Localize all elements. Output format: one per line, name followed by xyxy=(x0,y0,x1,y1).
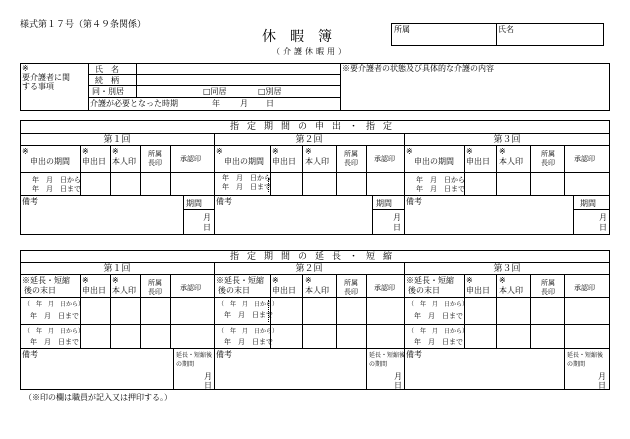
ext2-a-to[interactable]: 年 月 日まで xyxy=(224,311,273,319)
app1-to[interactable]: 年 月 日まで xyxy=(32,185,81,193)
page-subtitle: （介護休暇用） xyxy=(272,47,349,56)
relation-label: 続 柄 xyxy=(95,76,119,85)
ext2-remarks: 備考 xyxy=(216,350,232,359)
ext3-col-dept-1: 所属 xyxy=(541,279,555,287)
ext1-day: 日 xyxy=(204,381,212,390)
care-section-label-1: 要介護者に関 xyxy=(22,73,70,82)
ext2-after-2: の期間 xyxy=(369,361,388,368)
cohabit-checkbox[interactable]: □同居 xyxy=(203,87,227,96)
app-round-2: 第２回 xyxy=(295,135,323,145)
ext3-mark-2: ※ xyxy=(499,276,506,285)
ext3-a-to[interactable]: 年 月 日まで xyxy=(414,312,463,320)
app3-to[interactable]: 年 月 日まで xyxy=(416,185,465,193)
ext2-col-ext-1: ※延長・短縮 xyxy=(216,276,264,285)
ext3-day: 日 xyxy=(598,381,606,390)
name-label: 氏名 xyxy=(498,25,514,34)
ext1-b-from[interactable]: （ 年 月 日から） xyxy=(24,328,85,335)
app-round-1: 第１回 xyxy=(103,135,131,145)
ext1-a-from[interactable]: （ 年 月 日から） xyxy=(24,301,85,308)
ext1-col-ext-1: ※延長・短縮 xyxy=(22,276,70,285)
care-start-label: 介護が必要となった時期 xyxy=(90,99,178,108)
ext2-day: 日 xyxy=(394,381,402,390)
recipient-name-field[interactable] xyxy=(138,65,338,74)
ext2-col-ext-2: 後の末日 xyxy=(218,286,250,295)
extension-section-title: 指定期間の延長・短縮 xyxy=(229,252,400,262)
ext-round-3: 第３回 xyxy=(493,264,521,274)
ext1-col-dept-2: 長印 xyxy=(148,288,162,296)
app2-col-period: 申出の期間 xyxy=(224,157,264,166)
name-field[interactable] xyxy=(498,35,602,45)
care-start-year: 年 xyxy=(212,99,220,108)
ext1-col-approval: 承認印 xyxy=(180,284,201,292)
ext1-after-1: 延長・短縮後 xyxy=(176,352,213,359)
ext1-a-to[interactable]: 年 月 日まで xyxy=(30,312,79,320)
app2-remarks: 備考 xyxy=(216,197,232,206)
app1-col-dept-1: 所属 xyxy=(148,150,162,158)
condition-field[interactable] xyxy=(342,75,608,109)
condition-label: ※要介護者の状態及び具体的な介護の内容 xyxy=(342,64,494,73)
app3-col-date: 申出日 xyxy=(466,157,490,166)
ext3-month: 月 xyxy=(598,372,606,381)
app2-to[interactable]: 年 月 日まで xyxy=(222,183,271,191)
care-mark: ※ xyxy=(22,64,29,73)
ext1-mark-1: ※ xyxy=(82,276,89,285)
app3-col-seal: 本人印 xyxy=(499,157,523,166)
ext2-b-to[interactable]: 年 月 日まで xyxy=(224,338,273,346)
care-section-label-2: する事項 xyxy=(22,82,54,91)
care-start-day: 日 xyxy=(266,99,274,108)
app1-month: 月 xyxy=(203,213,211,222)
app2-col-dept-2: 長印 xyxy=(344,159,358,167)
application-section-title: 指定期間の申出・指定 xyxy=(229,122,400,132)
app1-remarks: 備考 xyxy=(22,197,38,206)
page-title: 休暇簿 xyxy=(262,29,346,45)
app2-from[interactable]: 年 月 日から xyxy=(222,174,271,182)
ext3-a-from[interactable]: （ 年 月 日から） xyxy=(408,301,469,308)
ext1-col-date: 申出日 xyxy=(82,286,106,295)
footnote: （※印の欄は職員が記入又は押印する。） xyxy=(24,393,172,402)
ext-round-2: 第２回 xyxy=(295,264,323,274)
app3-remarks: 備考 xyxy=(406,197,422,206)
ext2-col-date: 申出日 xyxy=(272,286,296,295)
ext1-month: 月 xyxy=(204,372,212,381)
app1-day: 日 xyxy=(203,223,211,232)
ext1-col-dept-1: 所属 xyxy=(148,279,162,287)
dept-field[interactable] xyxy=(394,35,494,45)
ext1-mark-2: ※ xyxy=(112,276,119,285)
ext3-remarks: 備考 xyxy=(406,350,422,359)
app3-mark-3: ※ xyxy=(499,147,506,156)
cohabit-label: 同・別居 xyxy=(92,87,124,96)
ext2-b-from[interactable]: （ 年 月 日から） xyxy=(218,328,279,335)
ext3-b-to[interactable]: 年 月 日まで xyxy=(414,338,463,346)
app2-mark-1: ※ xyxy=(216,147,223,156)
app1-mark-1: ※ xyxy=(22,147,29,156)
ext3-after-2: の期間 xyxy=(567,361,586,368)
ext1-after-2: の期間 xyxy=(176,361,195,368)
ext3-after-1: 延長・短縮後 xyxy=(567,352,604,359)
app2-mark-3: ※ xyxy=(305,147,312,156)
ext3-col-dept-2: 長印 xyxy=(541,288,555,296)
app1-col-dept-2: 長印 xyxy=(148,159,162,167)
app1-col-period: 申出の期間 xyxy=(30,157,70,166)
ext2-col-approval: 承認印 xyxy=(374,284,395,292)
app1-period-label: 期間 xyxy=(186,199,202,208)
app3-day: 日 xyxy=(599,223,607,232)
ext2-after-1: 延長・短縮後 xyxy=(369,352,406,359)
app3-from[interactable]: 年 月 日から xyxy=(416,176,465,184)
dept-label: 所属 xyxy=(394,25,410,34)
app3-col-period: 申出の期間 xyxy=(414,157,454,166)
ext3-col-approval: 承認印 xyxy=(574,284,595,292)
app-round-3: 第３回 xyxy=(493,135,521,145)
app1-from[interactable]: 年 月 日から xyxy=(32,176,81,184)
app1-col-approval: 承認印 xyxy=(180,155,201,163)
app3-month: 月 xyxy=(599,213,607,222)
app1-col-date: 申出日 xyxy=(82,157,106,166)
ext-round-1: 第１回 xyxy=(103,264,131,274)
relation-field[interactable] xyxy=(138,76,338,85)
app3-period-label: 期間 xyxy=(580,199,596,208)
ext2-mark-2: ※ xyxy=(305,276,312,285)
ext3-col-ext-2: 後の末日 xyxy=(408,286,440,295)
care-start-month: 月 xyxy=(240,99,248,108)
app2-day: 日 xyxy=(393,223,401,232)
app2-col-dept-1: 所属 xyxy=(344,150,358,158)
ext3-col-seal: 本人印 xyxy=(499,286,523,295)
app3-col-approval: 承認印 xyxy=(574,155,595,163)
app2-month: 月 xyxy=(393,213,401,222)
ext2-mark-1: ※ xyxy=(272,276,279,285)
recipient-name-label: 氏 名 xyxy=(95,65,119,74)
ext1-b-to[interactable]: 年 月 日まで xyxy=(30,338,79,346)
app3-mark-1: ※ xyxy=(406,147,413,156)
ext2-col-dept-1: 所属 xyxy=(344,279,358,287)
ext3-col-ext-1: ※延長・短縮 xyxy=(406,276,454,285)
ext2-col-seal: 本人印 xyxy=(305,286,329,295)
app1-mark-2: ※ xyxy=(82,147,89,156)
app1-mark-3: ※ xyxy=(112,147,119,156)
app2-col-seal: 本人印 xyxy=(305,157,329,166)
ext1-col-ext-2: 後の末日 xyxy=(24,286,56,295)
form-number: 様式第１７号（第４９条関係） xyxy=(20,20,147,30)
ext3-mark-1: ※ xyxy=(466,276,473,285)
ext1-remarks: 備考 xyxy=(22,350,38,359)
app2-period-label: 期間 xyxy=(376,199,392,208)
app1-col-seal: 本人印 xyxy=(112,157,136,166)
app2-mark-2: ※ xyxy=(272,147,279,156)
ext2-month: 月 xyxy=(394,372,402,381)
app2-col-date: 申出日 xyxy=(272,157,296,166)
ext2-a-from[interactable]: （ 年 月 日から） xyxy=(218,301,279,308)
separate-checkbox[interactable]: □別居 xyxy=(258,87,282,96)
ext1-col-seal: 本人印 xyxy=(112,286,136,295)
app3-col-dept-2: 長印 xyxy=(541,159,555,167)
app3-col-dept-1: 所属 xyxy=(541,150,555,158)
ext2-col-dept-2: 長印 xyxy=(344,288,358,296)
app2-col-approval: 承認印 xyxy=(374,155,395,163)
ext3-col-date: 申出日 xyxy=(466,286,490,295)
app3-mark-2: ※ xyxy=(466,147,473,156)
ext3-b-from[interactable]: （ 年 月 日から） xyxy=(408,328,469,335)
